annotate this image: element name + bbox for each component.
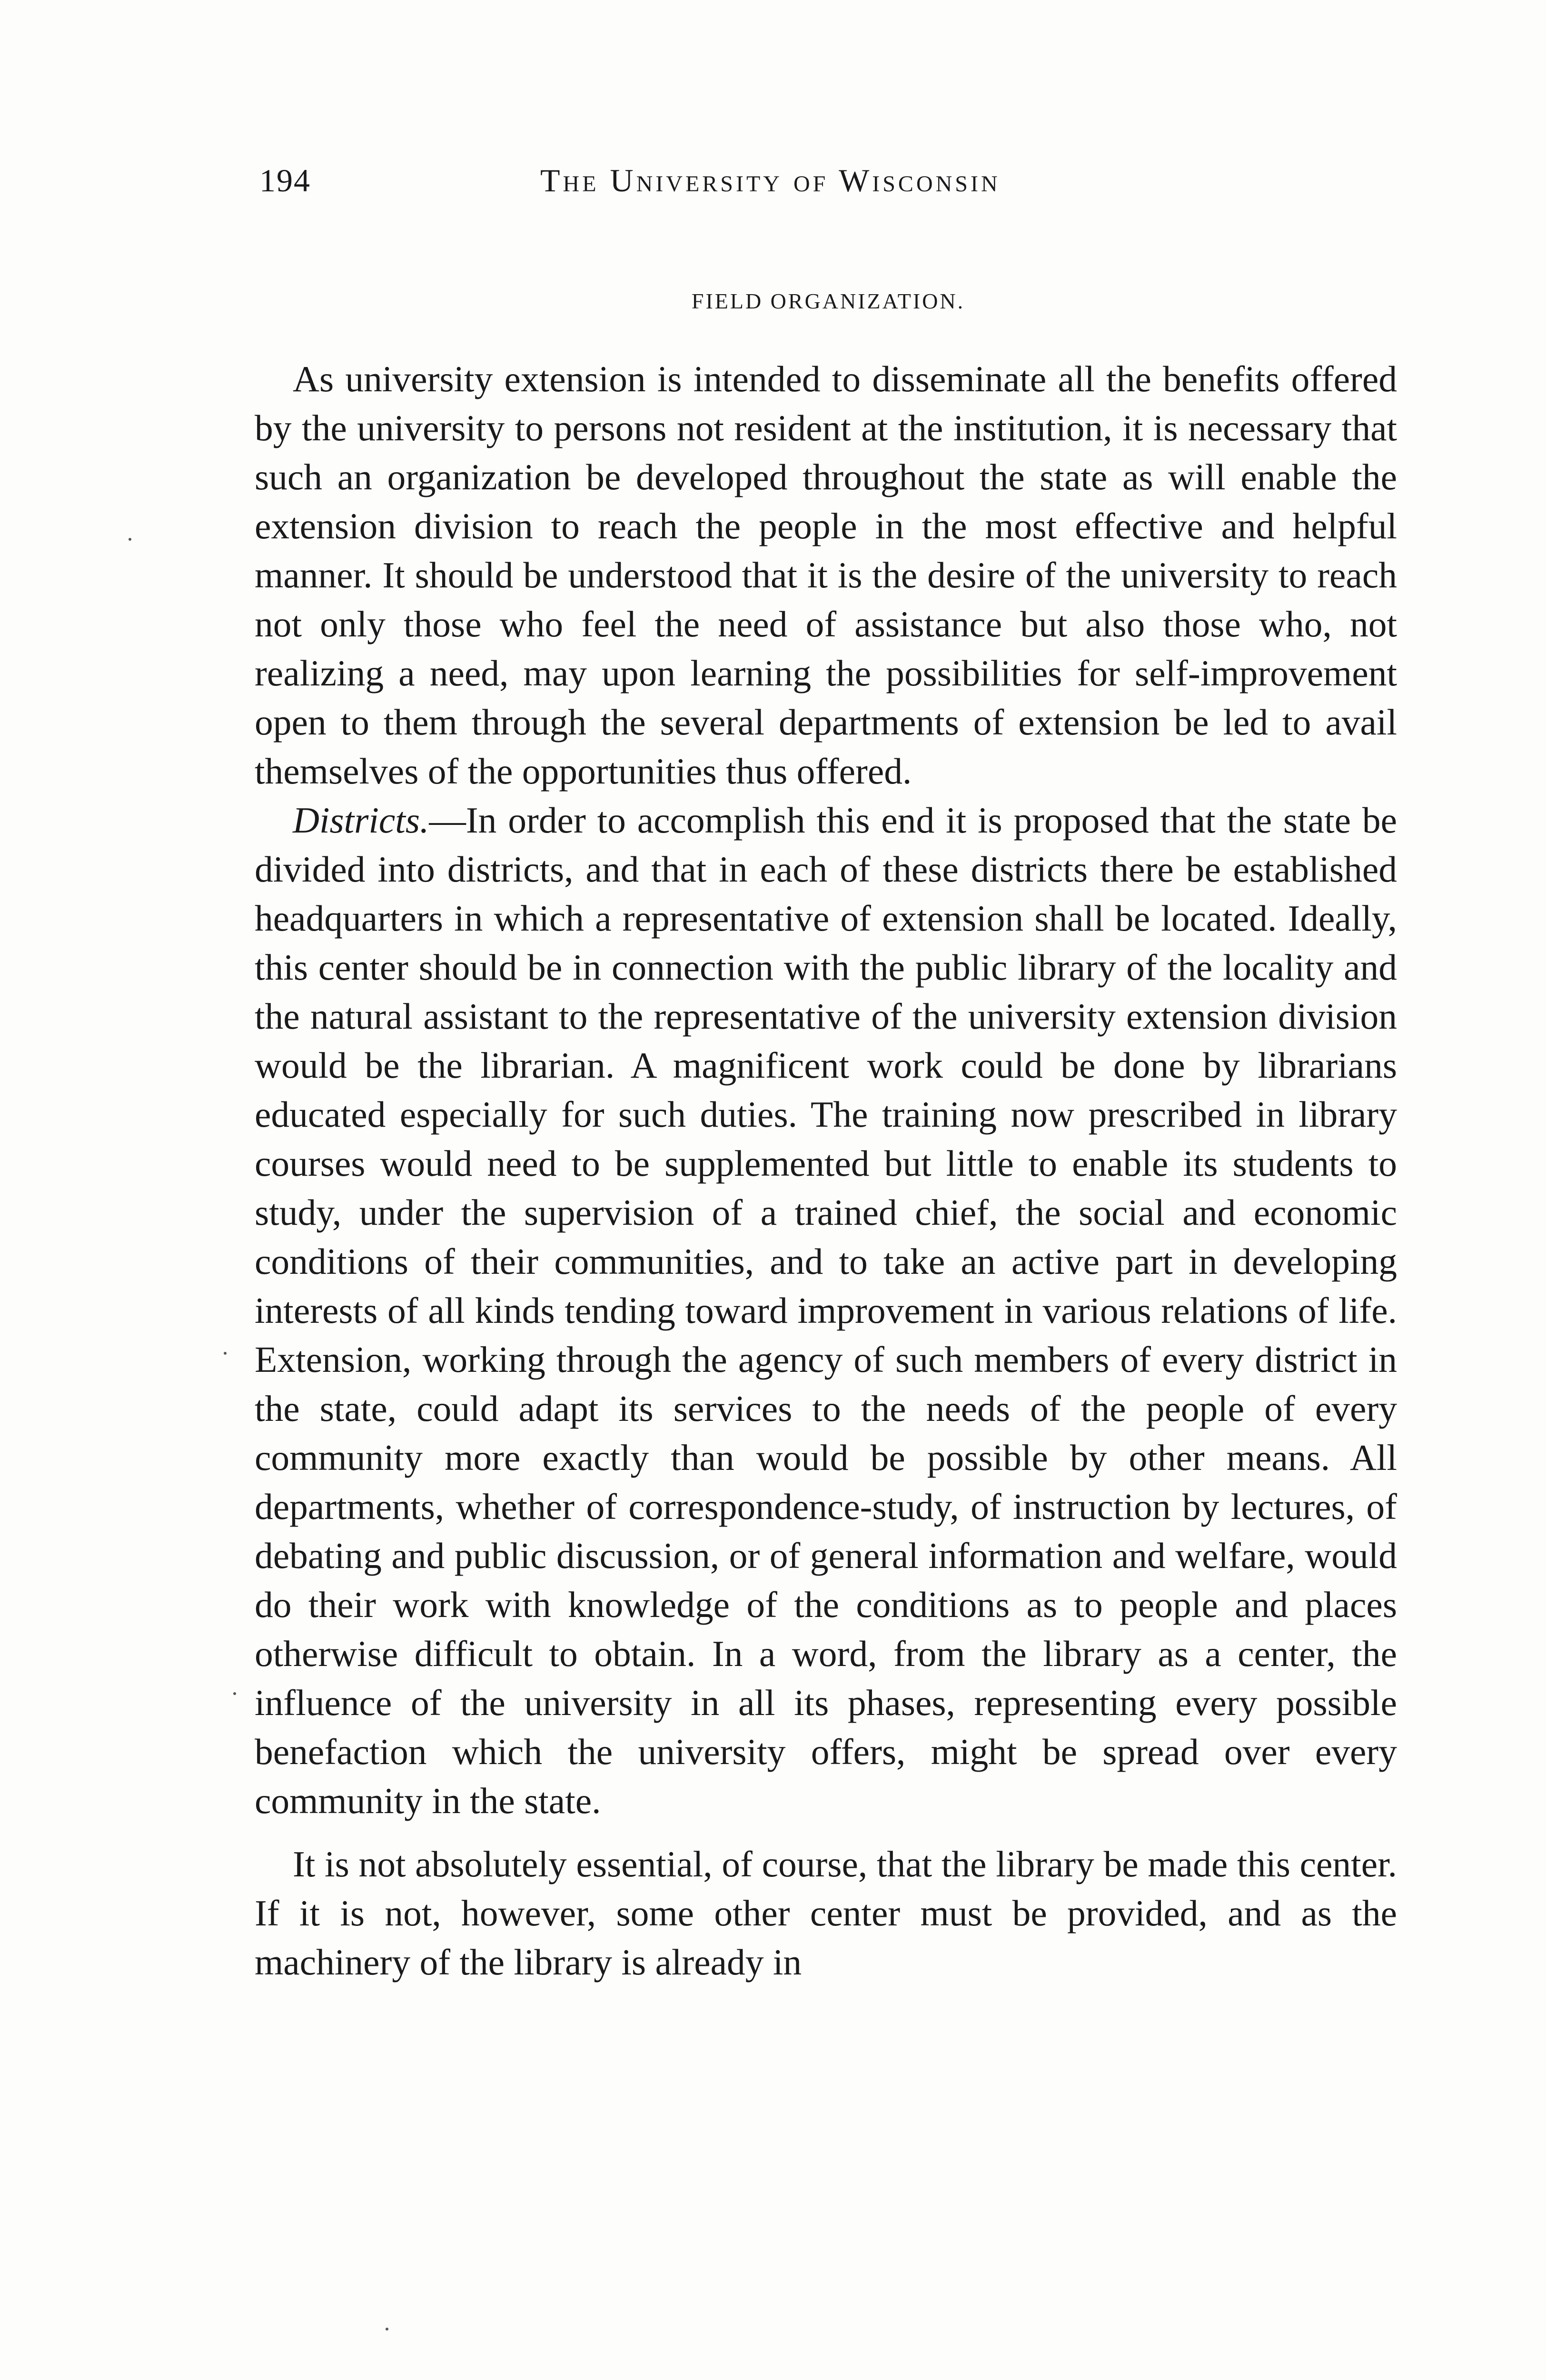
paragraph-text: It is not absolutely essential, of course, that the library be made this center. If it is not, however, some other center must be provided, and as the machinery of the library is already in	[255, 1844, 1397, 1983]
paragraph	[255, 355, 1397, 796]
side-heading: Districts.	[293, 800, 429, 841]
running-head	[259, 162, 1397, 209]
paragraph-text: As university extension is intended to disseminate all the benefits offered by the university to persons not resident at the institution, it is necessary that such an organization be developed throughout the state as will enable the extension division to reach the people in the most effective and helpful manner. It should be understood that it is the desire of the university to reach not only those who feel the need of assistance but also those who, not realizing a need, may upon learning the possibilities for self-improvement open to them through the several departments of extension be led to avail themselves of the opportunities thus offered.	[255, 358, 1397, 792]
running-title: The University of Wisconsin	[540, 162, 1001, 198]
body-text	[255, 355, 1397, 1987]
scan-speck	[129, 538, 131, 541]
paragraph-text: —In order to accomplish this end it is proposed that the state be divided into districts, and that in each of these districts there be established headquarters in which a representative of extension shall be located. Ideally, this center should be in connection with the public library of the locality and the natural assistant to the representative of the university extension division would be the librarian. A magnificent work could be done by librarians educated especially for such duties. The training now prescribed in library courses would need to be supplemented but little to enable its students to study, under the supervision of a trained chief, the social and economic conditions of their communities, and to take an active part in developing interests of all kinds tending toward improvement in various relations of life. Extension, working through the agency of such members of every district in the state, could adapt its services to the needs of the people of every community more exactly than would be possible by other means. All departments, whether of correspondence-study, of instruction by lectures, of debating and public discussion, or of general information and welfare, would do their work with knowledge of the conditions as to people and places otherwise difficult to obtain. In a word, from the library as a center, the influence of the university in all its phases, representing every possible benefaction which the university offers, might be spread over every community in the state.	[255, 800, 1397, 1821]
paragraph	[255, 1840, 1397, 1987]
scan-speck	[233, 1692, 236, 1695]
section-heading: FIELD ORGANIZATION.	[691, 289, 965, 313]
scan-speck	[386, 2328, 388, 2330]
page-number: 194	[259, 162, 311, 198]
scan-speck	[224, 1352, 227, 1355]
paragraph	[255, 796, 1397, 1825]
